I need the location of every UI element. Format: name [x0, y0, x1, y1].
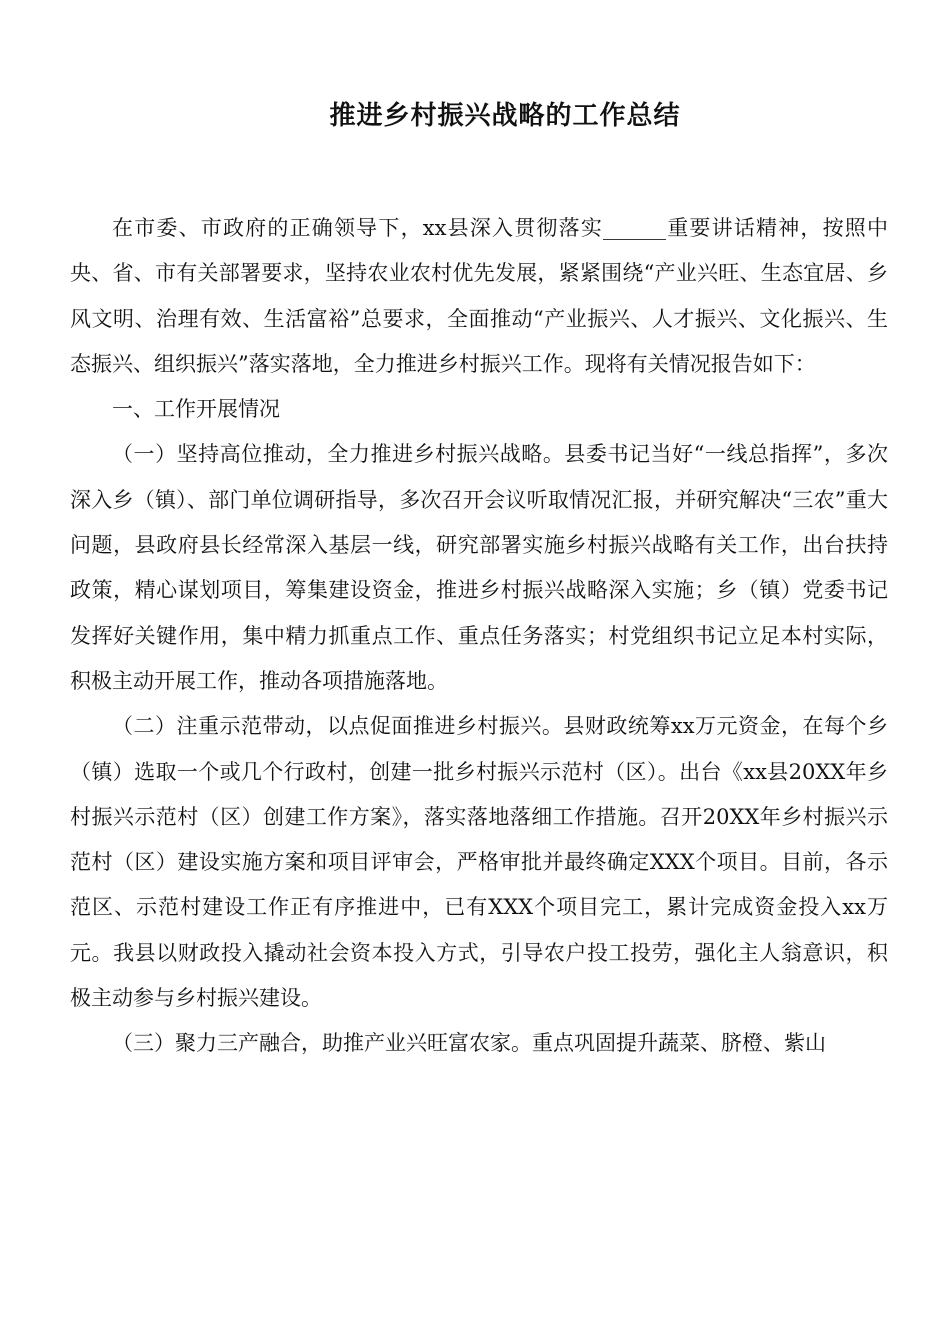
- document-title: 推进乡村振兴战略的工作总结: [329, 101, 681, 131]
- body-paragraph-2: （二）注重示范带动，以点促面推进乡村振兴。县财政统筹xx万元资金，在每个乡（镇）选取一个或几个行政村，创建一批乡村振兴示范村（区）。出台《xx县20XX年乡村振兴示范村（区）创建工作方案》，落实落地落细工作措施。召开20XX年乡村振兴示范村（区）建设实施方案和项目评审会，严格审批并最终确定XXX个项目。目前，各示范区、示范村建设工作正有序推进中，已有XXX个项目完工，累计完成资金投入xx万元。我县以财政投入撬动社会资本投入方式，引导农户投工投劳，强化主人翁意识，积极主动参与乡村振兴建设。: [70, 714, 888, 1011]
- body-paragraph-1: （一）坚持高位推动，全力推进乡村振兴战略。县委书记当好“一线总指挥”，多次深入乡（镇）、部门单位调研指导，多次召开会议听取情况汇报，并研究解决“三农”重大问题，县政府县长经常深入基层一线，研究部署实施乡村振兴战略有关工作，出台扶持政策，精心谋划项目，筹集建设资金，推进乡村振兴战略深入实施；乡（镇）党委书记发挥好关键作用，集中精力抓重点工作、重点任务落实；村党组织书记立足本村实际，积极主动开展工作，推动各项措施落地。: [70, 442, 888, 693]
- body-paragraph-3: （三）聚力三产融合，助推产业兴旺富农家。重点巩固提升蔬菜、脐橙、紫山: [112, 1031, 826, 1056]
- section-heading: 一、工作开展情况: [112, 397, 280, 422]
- document-body: [70, 206, 888, 1067]
- intro-paragraph: 在市委、市政府的正确领导下，xx县深入贯彻落实______重要讲话精神，按照中央、省、市有关部署要求，坚持农业农村优先发展，紧紧围绕“产业兴旺、生态宜居、乡风文明、治理有效、生活富裕”总要求，全面推动“产业振兴、人才振兴、文化振兴、生态振兴、组织振兴”落实落地，全力推进乡村振兴工作。现将有关情况报告如下：: [70, 216, 888, 376]
